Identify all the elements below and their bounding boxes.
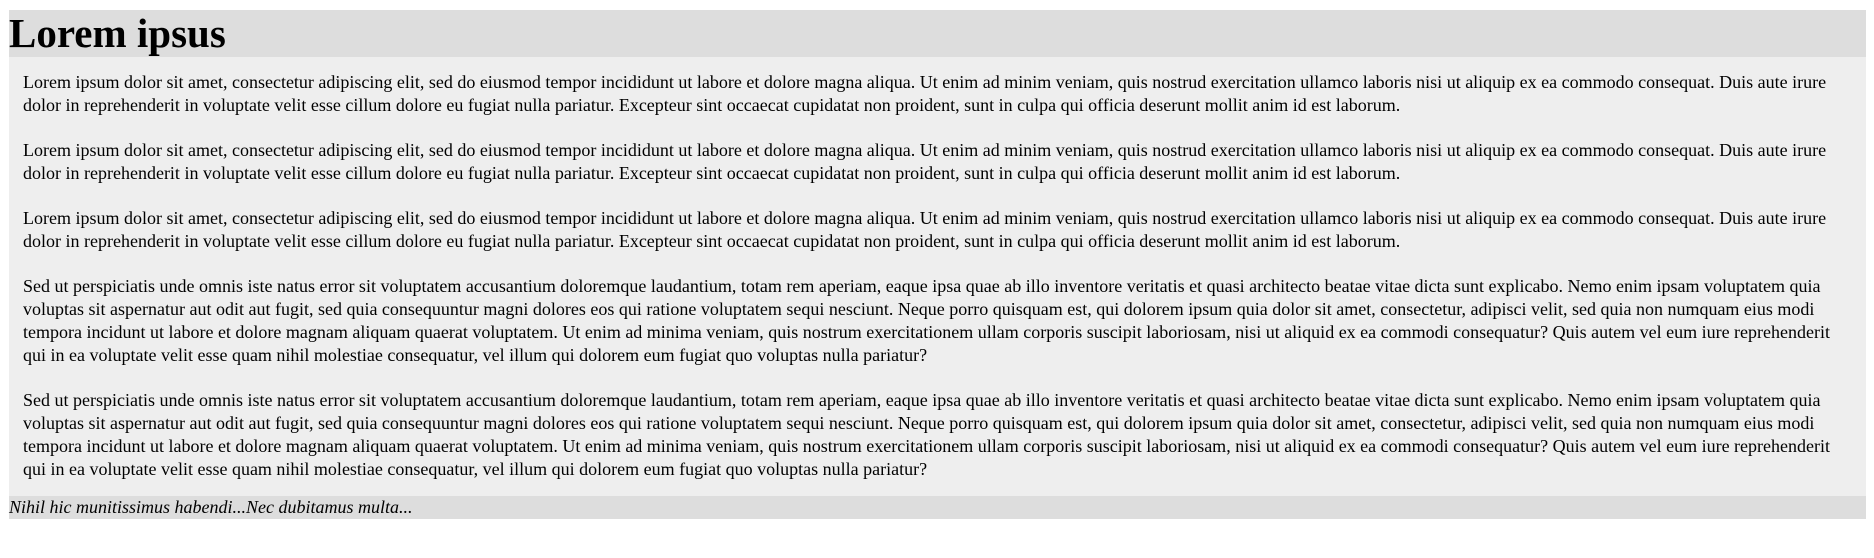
footer-text: Nihil hic munitissimus habendi...Nec dubitamus multa... <box>9 497 413 517</box>
paragraph: Sed ut perspiciatis unde omnis iste natus error sit voluptatem accusantium doloremque laudantium, totam rem aperiam, eaque ipsa quae ab illo inventore veritatis et quasi architecto beatae vitae dicta sunt explicabo. Nemo enim ipsam voluptatem quia voluptas sit aspernatur aut odit aut fugit, sed quia consequuntur magni dolores eos qui ratione voluptatem sequi nesciunt. Neque porro quisquam est, qui dolorem ipsum quia dolor sit amet, consectetur, adipisci velit, sed quia non numquam eius modi tempora incidunt ut labore et dolore magnam aliquam quaerat voluptatem. Ut enim ad minima veniam, quis nostrum exercitationem ullam corporis suscipit laboriosam, nisi ut aliquid ex ea commodi consequatur? Quis autem vel eum iure reprehenderit qui in ea voluptate velit esse quam nihil molestiae consequatur, vel illum qui dolorem eum fugiat quo voluptas nulla pariatur? <box>23 390 1830 479</box>
paragraph: Sed ut perspiciatis unde omnis iste natus error sit voluptatem accusantium doloremque laudantium, totam rem aperiam, eaque ipsa quae ab illo inventore veritatis et quasi architecto beatae vitae dicta sunt explicabo. Nemo enim ipsam voluptatem quia voluptas sit aspernatur aut odit aut fugit, sed quia consequuntur magni dolores eos qui ratione voluptatem sequi nesciunt. Neque porro quisquam est, qui dolorem ipsum quia dolor sit amet, consectetur, adipisci velit, sed quia non numquam eius modi tempora incidunt ut labore et dolore magnam aliquam quaerat voluptatem. Ut enim ad minima veniam, quis nostrum exercitationem ullam corporis suscipit laboriosam, nisi ut aliquid ex ea commodi consequatur? Quis autem vel eum iure reprehenderit qui in ea voluptate velit esse quam nihil molestiae consequatur, vel illum qui dolorem eum fugiat quo voluptas nulla pariatur? <box>23 276 1830 365</box>
paragraph: Lorem ipsum dolor sit amet, consectetur adipiscing elit, sed do eiusmod tempor incididunt ut labore et dolore magna aliqua. Ut enim ad minim veniam, quis nostrud exercitation ullamco laboris nisi ut aliquip ex ea commodo consequat. Duis aute irure dolor in reprehenderit in voluptate velit esse cillum dolore eu fugiat nulla pariatur. Excepteur sint occaecat cupidatat non proident, sunt in culpa qui officia deserunt mollit anim id est laborum. <box>23 72 1827 115</box>
page-footer <box>9 496 1866 519</box>
paragraph: Lorem ipsum dolor sit amet, consectetur adipiscing elit, sed do eiusmod tempor incididunt ut labore et dolore magna aliqua. Ut enim ad minim veniam, quis nostrud exercitation ullamco laboris nisi ut aliquip ex ea commodo consequat. Duis aute irure dolor in reprehenderit in voluptate velit esse cillum dolore eu fugiat nulla pariatur. Excepteur sint occaecat cupidatat non proident, sunt in culpa qui officia deserunt mollit anim id est laborum. <box>23 208 1827 251</box>
paragraph: Lorem ipsum dolor sit amet, consectetur adipiscing elit, sed do eiusmod tempor incididunt ut labore et dolore magna aliqua. Ut enim ad minim veniam, quis nostrud exercitation ullamco laboris nisi ut aliquip ex ea commodo consequat. Duis aute irure dolor in reprehenderit in voluptate velit esse cillum dolore eu fugiat nulla pariatur. Excepteur sint occaecat cupidatat non proident, sunt in culpa qui officia deserunt mollit anim id est laborum. <box>23 140 1827 183</box>
page <box>9 10 1866 519</box>
main-content <box>9 57 1866 496</box>
page-title: Lorem ipsus <box>9 10 226 56</box>
page-header <box>9 10 1866 57</box>
